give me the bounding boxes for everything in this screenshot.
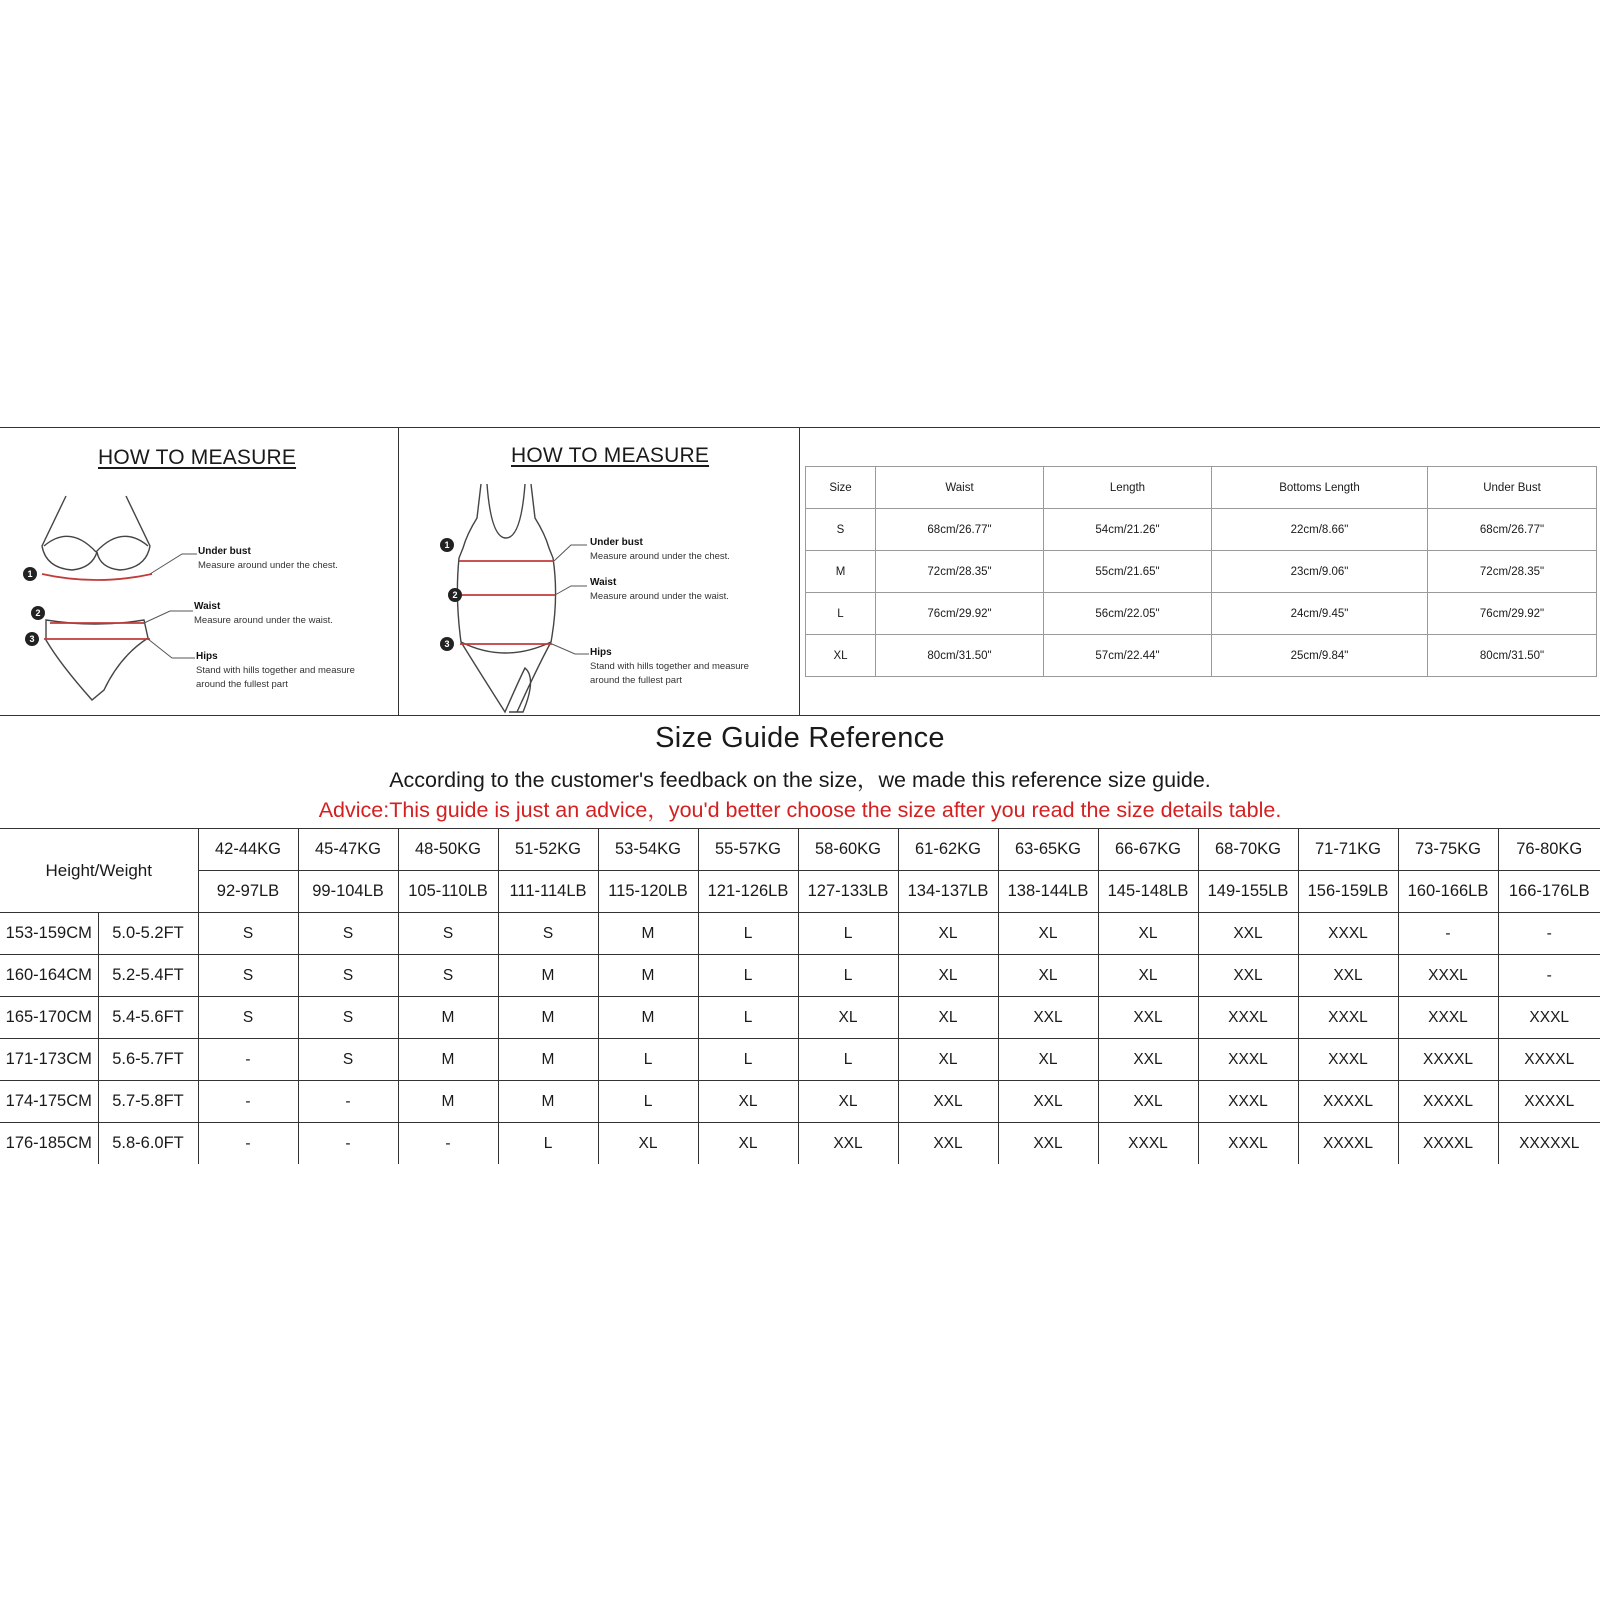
weight-lb-header: 138-144LB bbox=[998, 871, 1098, 913]
details-row bbox=[806, 509, 1597, 551]
details-cell: 25cm/9.84" bbox=[1212, 635, 1428, 677]
size-cell: XXL bbox=[998, 1123, 1098, 1165]
weight-lb-header: 111-114LB bbox=[498, 871, 598, 913]
height-cm-cell: 176-185CM bbox=[0, 1123, 98, 1165]
height-ft-cell: 5.7-5.8FT bbox=[98, 1081, 198, 1123]
size-cell: S bbox=[398, 955, 498, 997]
weight-kg-header: 73-75KG bbox=[1398, 829, 1498, 871]
size-cell: - bbox=[1498, 955, 1600, 997]
size-cell: L bbox=[598, 1039, 698, 1081]
step-2-badge: 2 bbox=[448, 588, 462, 602]
size-cell: - bbox=[1398, 913, 1498, 955]
size-cell: XL bbox=[998, 913, 1098, 955]
size-cell: M bbox=[398, 997, 498, 1039]
details-cell: 76cm/29.92" bbox=[876, 593, 1044, 635]
size-cell: M bbox=[398, 1039, 498, 1081]
weight-lb-header: 160-166LB bbox=[1398, 871, 1498, 913]
size-cell: M bbox=[498, 1081, 598, 1123]
details-cell: 76cm/29.92" bbox=[1428, 593, 1597, 635]
details-cell: 72cm/28.35" bbox=[876, 551, 1044, 593]
size-cell: XL bbox=[998, 1039, 1098, 1081]
size-cell: S bbox=[298, 955, 398, 997]
size-guide-title: Size Guide Reference bbox=[655, 722, 945, 754]
size-cell: L bbox=[798, 1039, 898, 1081]
weight-kg-header: 63-65KG bbox=[998, 829, 1098, 871]
height-ft-cell: 5.4-5.6FT bbox=[98, 997, 198, 1039]
size-cell: XXXL bbox=[1198, 997, 1298, 1039]
size-cell: XXXL bbox=[1398, 955, 1498, 997]
weight-kg-header: 53-54KG bbox=[598, 829, 698, 871]
details-cell: 22cm/8.66" bbox=[1212, 509, 1428, 551]
under-bust-note bbox=[590, 536, 730, 564]
measure-title: HOW TO MEASURE bbox=[511, 444, 710, 467]
waist-label: Waist bbox=[590, 577, 617, 588]
under-bust-desc: Measure around under the chest. bbox=[590, 551, 730, 562]
height-ft-cell: 5.6-5.7FT bbox=[98, 1039, 198, 1081]
size-cell: XXXXL bbox=[1398, 1081, 1498, 1123]
size-cell: L bbox=[598, 1081, 698, 1123]
size-cell: XXXXL bbox=[1298, 1081, 1398, 1123]
details-cell: 56cm/22.05" bbox=[1044, 593, 1212, 635]
height-weight-label: Height/Weight bbox=[0, 829, 198, 913]
under-bust-label: Under bust bbox=[590, 537, 643, 548]
size-cell: XXXXL bbox=[1298, 1123, 1398, 1165]
size-cell: S bbox=[298, 1039, 398, 1081]
height-row bbox=[0, 1123, 1600, 1165]
size-cell: M bbox=[498, 997, 598, 1039]
size-cell: XXXL bbox=[1198, 1123, 1298, 1165]
waist-desc: Measure around under the waist. bbox=[194, 615, 333, 626]
details-cell: 54cm/21.26" bbox=[1044, 509, 1212, 551]
details-header-cell: Length bbox=[1044, 467, 1212, 509]
weight-kg-header: 58-60KG bbox=[798, 829, 898, 871]
step-3-badge: 3 bbox=[440, 637, 454, 651]
size-cell: - bbox=[198, 1039, 298, 1081]
details-cell: 80cm/31.50" bbox=[1428, 635, 1597, 677]
details-cell: 24cm/9.45" bbox=[1212, 593, 1428, 635]
size-cell: S bbox=[398, 913, 498, 955]
size-cell: XL bbox=[598, 1123, 698, 1165]
under-bust-desc: Measure around under the chest. bbox=[198, 560, 338, 571]
details-cell: S bbox=[806, 509, 876, 551]
size-cell: S bbox=[498, 913, 598, 955]
size-cell: XXXXXL bbox=[1519, 1134, 1580, 1152]
size-cell: M bbox=[598, 913, 698, 955]
details-row bbox=[806, 551, 1597, 593]
details-cell: 80cm/31.50" bbox=[876, 635, 1044, 677]
hips-note bbox=[590, 646, 749, 688]
details-cell: XL bbox=[806, 635, 876, 677]
size-cell: XXL bbox=[1098, 1081, 1198, 1123]
height-cm-cell: 171-173CM bbox=[0, 1039, 98, 1081]
details-header-cell: Under Bust bbox=[1428, 467, 1597, 509]
size-cell: - bbox=[398, 1123, 498, 1165]
size-cell: XXL bbox=[1098, 997, 1198, 1039]
size-details-table bbox=[805, 466, 1597, 677]
weight-lb-header: 105-110LB bbox=[398, 871, 498, 913]
details-header-cell: Bottoms Length bbox=[1212, 467, 1428, 509]
size-cell: - bbox=[298, 1081, 398, 1123]
how-to-measure-bikini bbox=[0, 428, 399, 715]
weight-lb-header: 156-159LB bbox=[1298, 871, 1398, 913]
details-cell: 57cm/22.44" bbox=[1044, 635, 1212, 677]
waist-label: Waist bbox=[194, 601, 221, 612]
details-cell: 68cm/26.77" bbox=[1428, 509, 1597, 551]
size-cell: XXXL bbox=[1398, 997, 1498, 1039]
size-cell: XL bbox=[898, 1039, 998, 1081]
size-cell: XXXXL bbox=[1498, 1039, 1600, 1081]
height-ft-cell: 5.0-5.2FT bbox=[98, 913, 198, 955]
size-guide-subtitle: According to the customer's feedback on the size，we made this reference size guide. bbox=[389, 768, 1211, 792]
height-row bbox=[0, 913, 1600, 955]
size-cell: M bbox=[498, 955, 598, 997]
hips-note bbox=[196, 650, 355, 692]
weight-lb-header: 92-97LB bbox=[198, 871, 298, 913]
size-cell: XL bbox=[698, 1123, 798, 1165]
weight-kg-header: 55-57KG bbox=[698, 829, 798, 871]
size-cell: M bbox=[498, 1039, 598, 1081]
size-cell: S bbox=[198, 955, 298, 997]
size-cell: L bbox=[498, 1123, 598, 1165]
waist-desc: Measure around under the waist. bbox=[590, 591, 729, 602]
size-details-panel bbox=[800, 428, 1600, 715]
weight-kg-header: 45-47KG bbox=[298, 829, 398, 871]
height-cm-cell: 174-175CM bbox=[0, 1081, 98, 1123]
size-cell: XXL bbox=[1098, 1039, 1198, 1081]
details-cell: M bbox=[806, 551, 876, 593]
size-cell: S bbox=[298, 997, 398, 1039]
size-cell: M bbox=[398, 1081, 498, 1123]
hips-desc-line-2: around the fullest part bbox=[196, 679, 288, 690]
weight-lb-header: 149-155LB bbox=[1198, 871, 1298, 913]
details-row bbox=[806, 593, 1597, 635]
details-header-cell: Waist bbox=[876, 467, 1044, 509]
weight-kg-header: 68-70KG bbox=[1198, 829, 1298, 871]
size-cell: M bbox=[598, 955, 698, 997]
size-cell: XXL bbox=[1198, 955, 1298, 997]
height-ft-cell: 5.8-6.0FT bbox=[98, 1123, 198, 1165]
weight-kg-header: 61-62KG bbox=[898, 829, 998, 871]
size-cell: XXL bbox=[898, 1123, 998, 1165]
size-cell: XL bbox=[798, 1081, 898, 1123]
hips-desc-line-1: Stand with hills together and measure bbox=[590, 661, 749, 672]
size-cell: S bbox=[298, 913, 398, 955]
size-cell: XXL bbox=[998, 1081, 1098, 1123]
size-cell: XXL bbox=[998, 997, 1098, 1039]
size-cell: XXXL bbox=[1098, 1123, 1198, 1165]
size-reference-table bbox=[0, 828, 1600, 1164]
size-cell: XXXXL bbox=[1498, 1081, 1600, 1123]
waist-note bbox=[590, 576, 729, 604]
weight-lb-header: 166-176LB bbox=[1498, 871, 1600, 913]
size-cell: XL bbox=[698, 1081, 798, 1123]
size-guide-advice: Advice:This guide is just an advice，you'd better choose the size after you read the size details table. bbox=[318, 798, 1282, 822]
size-cell: L bbox=[798, 955, 898, 997]
height-ft-cell: 5.2-5.4FT bbox=[98, 955, 198, 997]
weight-lb-header: 127-133LB bbox=[798, 871, 898, 913]
size-cell: XXXL bbox=[1298, 913, 1398, 955]
size-cell: XL bbox=[898, 913, 998, 955]
weight-lb-header: 134-137LB bbox=[898, 871, 998, 913]
details-cell: 68cm/26.77" bbox=[876, 509, 1044, 551]
size-cell: - bbox=[1498, 913, 1600, 955]
how-to-measure-one-piece bbox=[399, 428, 800, 715]
size-cell: XL bbox=[998, 955, 1098, 997]
details-cell: L bbox=[806, 593, 876, 635]
size-cell: XXXL bbox=[1198, 1081, 1298, 1123]
details-cell: 72cm/28.35" bbox=[1428, 551, 1597, 593]
waist-note bbox=[194, 600, 333, 628]
size-cell: XXL bbox=[1198, 913, 1298, 955]
weight-kg-row bbox=[0, 829, 1600, 871]
size-cell: XXL bbox=[1298, 955, 1398, 997]
size-cell: L bbox=[798, 913, 898, 955]
weight-lb-header: 115-120LB bbox=[598, 871, 698, 913]
height-row bbox=[0, 1039, 1600, 1081]
size-cell: M bbox=[598, 997, 698, 1039]
step-1-badge: 1 bbox=[23, 567, 37, 581]
size-cell: XL bbox=[898, 997, 998, 1039]
weight-kg-header: 48-50KG bbox=[398, 829, 498, 871]
weight-lb-header: 99-104LB bbox=[298, 871, 398, 913]
height-cm-cell: 160-164CM bbox=[0, 955, 98, 997]
height-row bbox=[0, 997, 1600, 1039]
height-cm-cell: 153-159CM bbox=[0, 913, 98, 955]
size-cell: XXL bbox=[898, 1081, 998, 1123]
step-3-badge: 3 bbox=[25, 632, 39, 646]
weight-lb-header: 121-126LB bbox=[698, 871, 798, 913]
size-cell: S bbox=[198, 913, 298, 955]
size-cell: XL bbox=[1098, 913, 1198, 955]
under-bust-label: Under bust bbox=[198, 546, 251, 557]
height-row bbox=[0, 1081, 1600, 1123]
size-cell: L bbox=[698, 1039, 798, 1081]
measure-band bbox=[0, 427, 1600, 716]
measure-title: HOW TO MEASURE bbox=[98, 446, 297, 469]
hips-desc-line-2: around the fullest part bbox=[590, 675, 682, 686]
size-cell: - bbox=[298, 1123, 398, 1165]
details-cell: 23cm/9.06" bbox=[1212, 551, 1428, 593]
weight-kg-header: 42-44KG bbox=[198, 829, 298, 871]
weight-kg-header: 71-71KG bbox=[1298, 829, 1398, 871]
weight-kg-header: 76-80KG bbox=[1498, 829, 1600, 871]
weight-kg-header: 66-67KG bbox=[1098, 829, 1198, 871]
weight-lb-header: 145-148LB bbox=[1098, 871, 1198, 913]
size-cell: L bbox=[698, 913, 798, 955]
size-cell: S bbox=[198, 997, 298, 1039]
details-header-row bbox=[806, 467, 1597, 509]
step-1-badge: 1 bbox=[440, 538, 454, 552]
details-cell: 55cm/21.65" bbox=[1044, 551, 1212, 593]
size-cell: - bbox=[198, 1081, 298, 1123]
hips-label: Hips bbox=[196, 651, 218, 662]
size-cell: XXXL bbox=[1298, 997, 1398, 1039]
size-cell: XXXL bbox=[1498, 997, 1600, 1039]
size-cell: XXXXL bbox=[1398, 1039, 1498, 1081]
size-cell: XL bbox=[898, 955, 998, 997]
height-cm-cell: 165-170CM bbox=[0, 997, 98, 1039]
size-cell: - bbox=[198, 1123, 298, 1165]
size-cell: XXXXL bbox=[1398, 1123, 1498, 1165]
size-cell: XL bbox=[798, 997, 898, 1039]
step-2-badge: 2 bbox=[31, 606, 45, 620]
size-cell: XXXL bbox=[1298, 1039, 1398, 1081]
height-row bbox=[0, 955, 1600, 997]
hips-desc-line-1: Stand with hills together and measure bbox=[196, 665, 355, 676]
details-header-cell: Size bbox=[806, 467, 876, 509]
size-cell: XXXL bbox=[1198, 1039, 1298, 1081]
under-bust-note bbox=[198, 545, 338, 573]
size-cell: XXL bbox=[798, 1123, 898, 1165]
weight-kg-header: 51-52KG bbox=[498, 829, 598, 871]
size-cell: L bbox=[698, 997, 798, 1039]
size-cell: L bbox=[698, 955, 798, 997]
size-cell: XL bbox=[1098, 955, 1198, 997]
details-row bbox=[806, 635, 1597, 677]
hips-label: Hips bbox=[590, 647, 612, 658]
weight-lb-row bbox=[0, 871, 1600, 913]
